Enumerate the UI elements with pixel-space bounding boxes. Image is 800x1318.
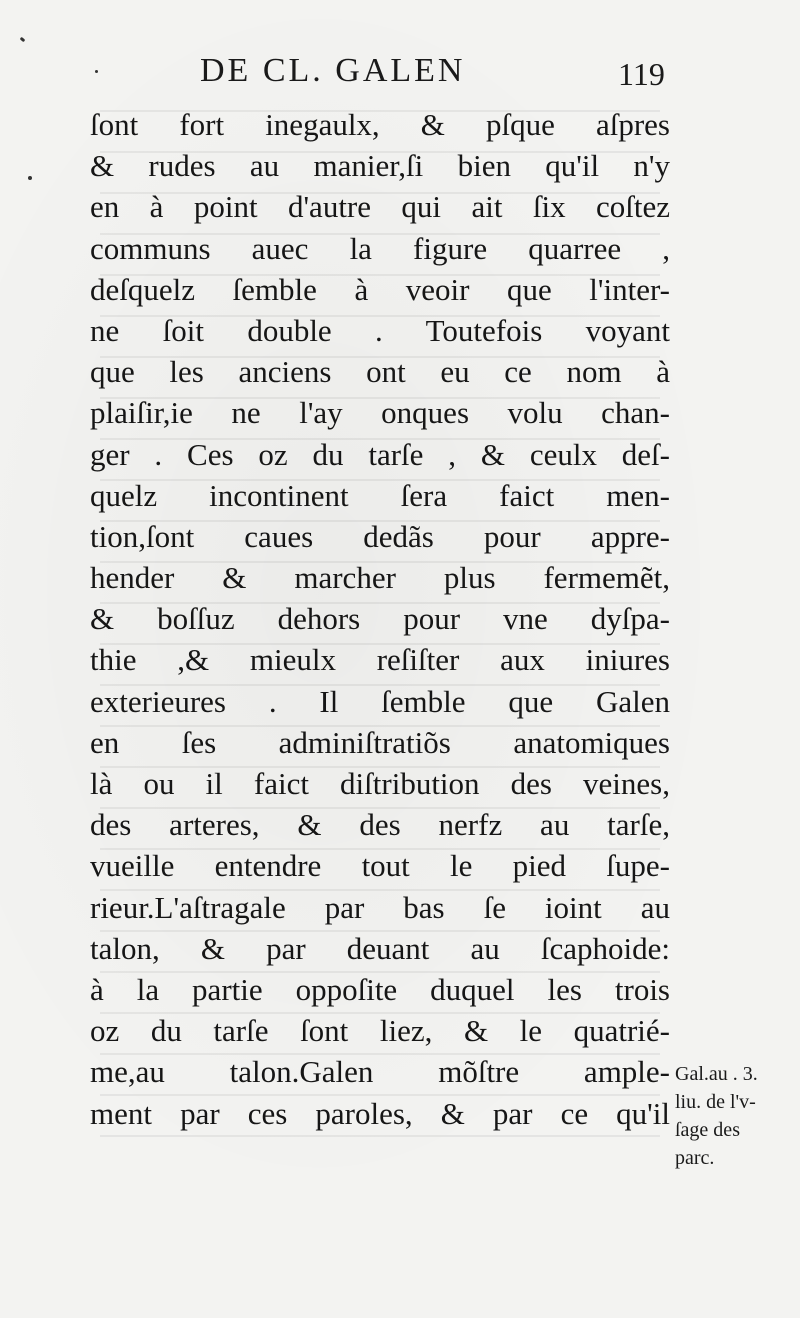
text-line: talon, & par deuant au ſcaphoide: bbox=[90, 930, 670, 966]
text-line: me,au talon.Galen mõſtre ample- bbox=[90, 1054, 670, 1090]
text-line: ger . Ces oz du tarſe , & ceulx deſ- bbox=[90, 436, 670, 472]
text-line: rieur.L'aſtragale par bas ſe ioint au bbox=[90, 889, 670, 925]
text-line: & boſſuz dehors pour vne dyſpa- bbox=[90, 601, 670, 637]
text-line: des arteres, & des nerfz au tarſe, bbox=[90, 807, 670, 843]
text-line: tion,ſont caues dedãs pour appre- bbox=[90, 518, 670, 554]
margin-note-line: ſage des bbox=[675, 1119, 740, 1141]
text-line: en ſes adminiſtratiõs anatomiques bbox=[90, 724, 670, 760]
text-line: plaiſir,ie ne l'ay onques volu chan- bbox=[90, 395, 670, 431]
text-line: là ou il faict diſtribution des veines, bbox=[90, 766, 670, 801]
text-line: thie ,& mieulx reſiſter aux iniures bbox=[90, 642, 670, 678]
text-line: oz du tarſe ſont liez, & le quatrié- bbox=[90, 1013, 670, 1049]
text-line: quelz incontinent ſera faict men- bbox=[90, 477, 670, 513]
ink-speck bbox=[28, 176, 32, 180]
running-head: DE CL. GALEN bbox=[200, 52, 466, 89]
margin-note bbox=[675, 1060, 795, 1172]
page-number: 119 bbox=[618, 56, 665, 92]
text-line: communs auec la figure quarree , bbox=[90, 230, 670, 266]
text-line: hender & marcher plus fermemẽt, bbox=[90, 560, 670, 596]
text-line: ne ſoit double . Toutefois voyant bbox=[90, 312, 670, 348]
text-line: vueille entendre tout le pied ſupe- bbox=[90, 848, 670, 884]
text-line: ſont fort inegaulx, & pſque aſpres bbox=[90, 107, 670, 142]
ink-speck bbox=[20, 37, 26, 43]
text-line: à la partie oppoſite duquel les trois bbox=[90, 971, 670, 1007]
margin-note-line: parc. bbox=[675, 1147, 715, 1169]
margin-note-line: Gal.au . 3. bbox=[675, 1063, 758, 1085]
text-line: ment par ces paroles, & par ce qu'il bbox=[90, 1095, 670, 1131]
margin-note-line: liu. de l'v- bbox=[675, 1091, 756, 1113]
text-line: en à point d'autre qui ait ſix coſtez bbox=[90, 189, 670, 225]
body-text bbox=[90, 104, 670, 1134]
ink-speck bbox=[95, 70, 98, 73]
text-line: exterieures . Il ſemble que Galen bbox=[90, 683, 670, 719]
text-line: deſquelz ſemble à veoir que l'inter- bbox=[90, 271, 670, 307]
text-line: & rudes au manier,ſi bien qu'il n'y bbox=[90, 148, 670, 184]
text-line: que les anciens ont eu ce nom à bbox=[90, 354, 670, 390]
